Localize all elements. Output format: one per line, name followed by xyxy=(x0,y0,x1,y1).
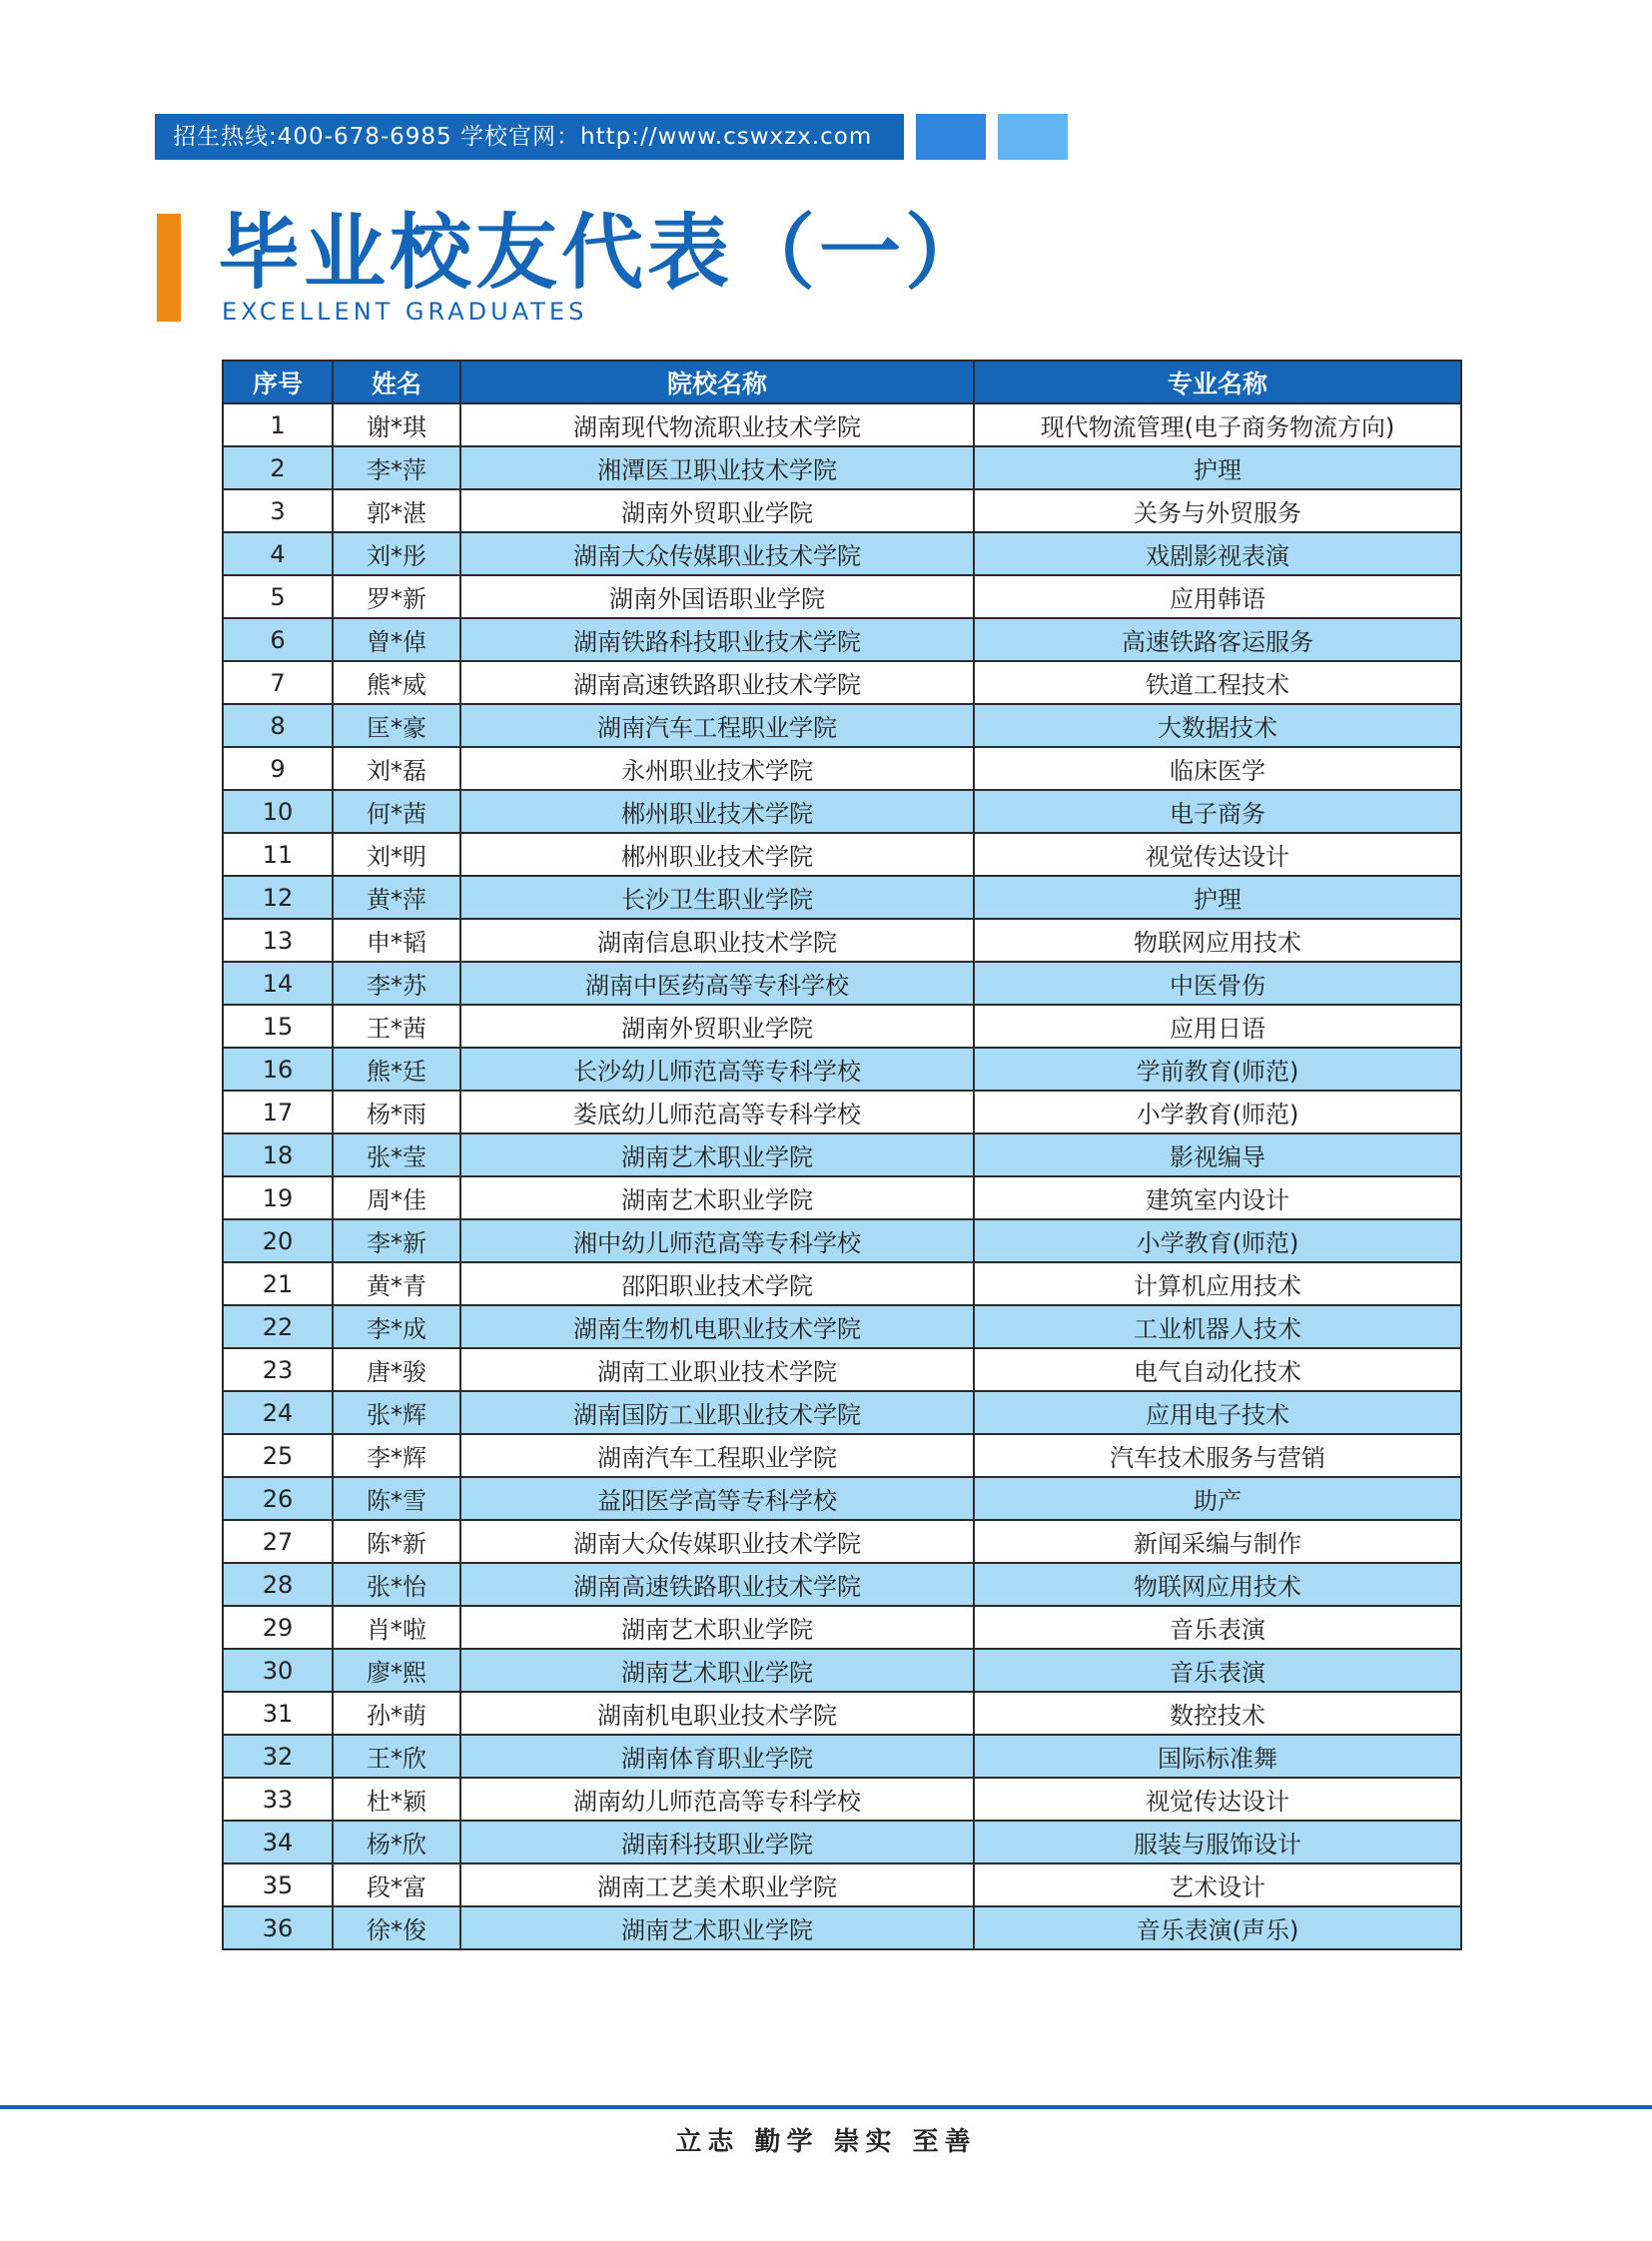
cell-index: 28 xyxy=(223,1563,333,1606)
cell-name: 杨*欣 xyxy=(333,1821,460,1864)
cell-school: 湖南生物机电职业技术学院 xyxy=(460,1305,974,1348)
cell-school: 湖南工艺美术职业学院 xyxy=(460,1864,974,1906)
cell-name: 郭*湛 xyxy=(333,489,460,532)
table-row xyxy=(223,1649,1461,1692)
cell-school: 湖南外贸职业学院 xyxy=(460,1005,974,1048)
cell-index: 13 xyxy=(223,919,333,962)
cell-name: 熊*威 xyxy=(333,661,460,704)
header-index: 序号 xyxy=(223,361,333,403)
cell-major: 服装与服饰设计 xyxy=(974,1821,1461,1864)
cell-major: 艺术设计 xyxy=(974,1864,1461,1906)
header-school: 院校名称 xyxy=(460,361,974,403)
table-row xyxy=(223,704,1461,747)
cell-name: 李*苏 xyxy=(333,962,460,1005)
cell-major: 应用日语 xyxy=(974,1005,1461,1048)
cell-name: 王*欣 xyxy=(333,1735,460,1778)
table-body xyxy=(223,403,1461,1949)
table-row xyxy=(223,403,1461,446)
cell-school: 永州职业技术学院 xyxy=(460,747,974,790)
cell-school: 湖南现代物流职业技术学院 xyxy=(460,403,974,446)
cell-school: 湖南高速铁路职业技术学院 xyxy=(460,661,974,704)
cell-index: 1 xyxy=(223,403,333,446)
cell-name: 杜*颖 xyxy=(333,1778,460,1821)
cell-major: 国际标准舞 xyxy=(974,1735,1461,1778)
cell-school: 湖南艺术职业学院 xyxy=(460,1649,974,1692)
cell-name: 廖*熙 xyxy=(333,1649,460,1692)
cell-major: 铁道工程技术 xyxy=(974,661,1461,704)
cell-major: 应用电子技术 xyxy=(974,1391,1461,1434)
cell-major: 物联网应用技术 xyxy=(974,919,1461,962)
cell-name: 张*莹 xyxy=(333,1133,460,1176)
table-row xyxy=(223,1262,1461,1305)
cell-name: 黄*萍 xyxy=(333,876,460,919)
cell-index: 33 xyxy=(223,1778,333,1821)
cell-major: 新闻采编与制作 xyxy=(974,1520,1461,1563)
cell-school: 湘潭医卫职业技术学院 xyxy=(460,446,974,489)
table-row xyxy=(223,1606,1461,1649)
cell-school: 湖南工业职业技术学院 xyxy=(460,1348,974,1391)
cell-name: 谢*琪 xyxy=(333,403,460,446)
cell-name: 李*萍 xyxy=(333,446,460,489)
cell-name: 肖*啦 xyxy=(333,1606,460,1649)
cell-major: 助产 xyxy=(974,1477,1461,1520)
cell-name: 陈*新 xyxy=(333,1520,460,1563)
table-row xyxy=(223,1219,1461,1262)
cell-index: 25 xyxy=(223,1434,333,1477)
cell-index: 18 xyxy=(223,1133,333,1176)
cell-school: 湖南大众传媒职业技术学院 xyxy=(460,532,974,575)
cell-name: 刘*彤 xyxy=(333,532,460,575)
table-row xyxy=(223,489,1461,532)
cell-index: 34 xyxy=(223,1821,333,1864)
cell-index: 17 xyxy=(223,1091,333,1133)
cell-name: 申*韬 xyxy=(333,919,460,962)
cell-major: 小学教育(师范) xyxy=(974,1091,1461,1133)
cell-school: 湖南幼儿师范高等专科学校 xyxy=(460,1778,974,1821)
table-row xyxy=(223,1692,1461,1735)
cell-name: 罗*新 xyxy=(333,575,460,618)
cell-school: 邵阳职业技术学院 xyxy=(460,1262,974,1305)
cell-major: 数控技术 xyxy=(974,1692,1461,1735)
table-row xyxy=(223,618,1461,661)
cell-school: 湖南高速铁路职业技术学院 xyxy=(460,1563,974,1606)
table-row xyxy=(223,575,1461,618)
cell-major: 影视编导 xyxy=(974,1133,1461,1176)
cell-major: 戏剧影视表演 xyxy=(974,532,1461,575)
cell-major: 工业机器人技术 xyxy=(974,1305,1461,1348)
cell-major: 计算机应用技术 xyxy=(974,1262,1461,1305)
cell-major: 电子商务 xyxy=(974,790,1461,833)
cell-name: 王*茜 xyxy=(333,1005,460,1048)
page-title: 毕业校友代表（一） xyxy=(218,206,992,301)
cell-index: 16 xyxy=(223,1048,333,1091)
table-row xyxy=(223,1176,1461,1219)
cell-school: 湖南国防工业职业技术学院 xyxy=(460,1391,974,1434)
cell-major: 建筑室内设计 xyxy=(974,1176,1461,1219)
cell-major: 电气自动化技术 xyxy=(974,1348,1461,1391)
cell-index: 15 xyxy=(223,1005,333,1048)
cell-school: 湖南艺术职业学院 xyxy=(460,1176,974,1219)
cell-name: 何*茜 xyxy=(333,790,460,833)
table-row xyxy=(223,919,1461,962)
table-row xyxy=(223,1735,1461,1778)
cell-index: 4 xyxy=(223,532,333,575)
cell-index: 6 xyxy=(223,618,333,661)
cell-index: 9 xyxy=(223,747,333,790)
cell-index: 31 xyxy=(223,1692,333,1735)
cell-major: 音乐表演 xyxy=(974,1649,1461,1692)
cell-school: 湖南中医药高等专科学校 xyxy=(460,962,974,1005)
cell-major: 汽车技术服务与营销 xyxy=(974,1434,1461,1477)
header-contact-bar xyxy=(155,114,904,160)
cell-name: 陈*雪 xyxy=(333,1477,460,1520)
table-row xyxy=(223,790,1461,833)
cell-major: 关务与外贸服务 xyxy=(974,489,1461,532)
table-row xyxy=(223,1133,1461,1176)
cell-school: 湖南机电职业技术学院 xyxy=(460,1692,974,1735)
table-row xyxy=(223,1391,1461,1434)
cell-school: 湘中幼儿师范高等专科学校 xyxy=(460,1219,974,1262)
table-row xyxy=(223,876,1461,919)
page-subtitle: EXCELLENT GRADUATES xyxy=(222,298,588,326)
cell-school: 湖南艺术职业学院 xyxy=(460,1606,974,1649)
table-row xyxy=(223,747,1461,790)
header-major: 专业名称 xyxy=(974,361,1461,403)
cell-school: 湖南信息职业技术学院 xyxy=(460,919,974,962)
cell-major: 护理 xyxy=(974,876,1461,919)
cell-index: 27 xyxy=(223,1520,333,1563)
cell-major: 音乐表演(声乐) xyxy=(974,1906,1461,1949)
cell-name: 李*辉 xyxy=(333,1434,460,1477)
cell-school: 湖南汽车工程职业学院 xyxy=(460,1434,974,1477)
contact-text: 招生热线:400-678-6985 学校官网：http://www.cswxzx.com xyxy=(173,124,873,150)
table-row xyxy=(223,833,1461,876)
cell-major: 学前教育(师范) xyxy=(974,1048,1461,1091)
table-row xyxy=(223,446,1461,489)
cell-name: 李*新 xyxy=(333,1219,460,1262)
cell-major: 中医骨伤 xyxy=(974,962,1461,1005)
cell-major: 物联网应用技术 xyxy=(974,1563,1461,1606)
table-row xyxy=(223,1906,1461,1949)
cell-index: 10 xyxy=(223,790,333,833)
cell-school: 娄底幼儿师范高等专科学校 xyxy=(460,1091,974,1133)
decor-square-light xyxy=(998,114,1068,160)
cell-name: 曾*倬 xyxy=(333,618,460,661)
cell-major: 小学教育(师范) xyxy=(974,1219,1461,1262)
cell-index: 8 xyxy=(223,704,333,747)
table-row xyxy=(223,1348,1461,1391)
cell-school: 益阳医学高等专科学校 xyxy=(460,1477,974,1520)
cell-index: 21 xyxy=(223,1262,333,1305)
cell-major: 护理 xyxy=(974,446,1461,489)
cell-major: 视觉传达设计 xyxy=(974,833,1461,876)
cell-index: 30 xyxy=(223,1649,333,1692)
cell-index: 20 xyxy=(223,1219,333,1262)
table-row xyxy=(223,1005,1461,1048)
cell-name: 徐*俊 xyxy=(333,1906,460,1949)
cell-school: 湖南艺术职业学院 xyxy=(460,1906,974,1949)
cell-school: 郴州职业技术学院 xyxy=(460,833,974,876)
cell-major: 大数据技术 xyxy=(974,704,1461,747)
cell-index: 24 xyxy=(223,1391,333,1434)
table-row xyxy=(223,661,1461,704)
cell-major: 音乐表演 xyxy=(974,1606,1461,1649)
cell-school: 湖南汽车工程职业学院 xyxy=(460,704,974,747)
cell-name: 周*佳 xyxy=(333,1176,460,1219)
cell-name: 张*辉 xyxy=(333,1391,460,1434)
table-row xyxy=(223,532,1461,575)
cell-index: 12 xyxy=(223,876,333,919)
table-row xyxy=(223,1864,1461,1906)
cell-school: 湖南体育职业学院 xyxy=(460,1735,974,1778)
cell-name: 刘*磊 xyxy=(333,747,460,790)
cell-school: 湖南外国语职业学院 xyxy=(460,575,974,618)
table-row xyxy=(223,1563,1461,1606)
cell-index: 5 xyxy=(223,575,333,618)
graduates-table xyxy=(222,360,1462,1950)
cell-index: 35 xyxy=(223,1864,333,1906)
cell-major: 视觉传达设计 xyxy=(974,1778,1461,1821)
table-row xyxy=(223,1821,1461,1864)
cell-index: 23 xyxy=(223,1348,333,1391)
header-name: 姓名 xyxy=(333,361,460,403)
footer-motto: 立志 勤学 崇实 至善 xyxy=(675,2127,977,2157)
table-row xyxy=(223,1778,1461,1821)
footer-divider xyxy=(0,2105,1652,2109)
cell-school: 湖南大众传媒职业技术学院 xyxy=(460,1520,974,1563)
cell-index: 36 xyxy=(223,1906,333,1949)
cell-index: 3 xyxy=(223,489,333,532)
cell-school: 湖南外贸职业学院 xyxy=(460,489,974,532)
cell-name: 唐*骏 xyxy=(333,1348,460,1391)
cell-index: 2 xyxy=(223,446,333,489)
cell-name: 熊*廷 xyxy=(333,1048,460,1091)
cell-index: 11 xyxy=(223,833,333,876)
cell-name: 段*富 xyxy=(333,1864,460,1906)
cell-name: 杨*雨 xyxy=(333,1091,460,1133)
decor-square-dark xyxy=(916,114,986,160)
table-row xyxy=(223,1520,1461,1563)
cell-school: 湖南铁路科技职业技术学院 xyxy=(460,618,974,661)
cell-name: 孙*萌 xyxy=(333,1692,460,1735)
cell-index: 26 xyxy=(223,1477,333,1520)
cell-index: 19 xyxy=(223,1176,333,1219)
cell-index: 7 xyxy=(223,661,333,704)
cell-index: 14 xyxy=(223,962,333,1005)
cell-index: 32 xyxy=(223,1735,333,1778)
cell-major: 应用韩语 xyxy=(974,575,1461,618)
cell-major: 高速铁路客运服务 xyxy=(974,618,1461,661)
table-row xyxy=(223,1434,1461,1477)
cell-major: 现代物流管理(电子商务物流方向) xyxy=(974,403,1461,446)
cell-name: 匡*豪 xyxy=(333,704,460,747)
title-accent-bar xyxy=(157,214,181,322)
table-header-row xyxy=(223,361,1461,403)
table-row xyxy=(223,1048,1461,1091)
cell-name: 刘*明 xyxy=(333,833,460,876)
table-row xyxy=(223,962,1461,1005)
table-row xyxy=(223,1305,1461,1348)
cell-school: 长沙幼儿师范高等专科学校 xyxy=(460,1048,974,1091)
cell-school: 郴州职业技术学院 xyxy=(460,790,974,833)
cell-school: 长沙卫生职业学院 xyxy=(460,876,974,919)
table-row xyxy=(223,1091,1461,1133)
cell-index: 29 xyxy=(223,1606,333,1649)
table-row xyxy=(223,1477,1461,1520)
cell-name: 黄*青 xyxy=(333,1262,460,1305)
cell-school: 湖南艺术职业学院 xyxy=(460,1133,974,1176)
cell-name: 李*成 xyxy=(333,1305,460,1348)
cell-name: 张*怡 xyxy=(333,1563,460,1606)
cell-major: 临床医学 xyxy=(974,747,1461,790)
cell-school: 湖南科技职业学院 xyxy=(460,1821,974,1864)
cell-index: 22 xyxy=(223,1305,333,1348)
